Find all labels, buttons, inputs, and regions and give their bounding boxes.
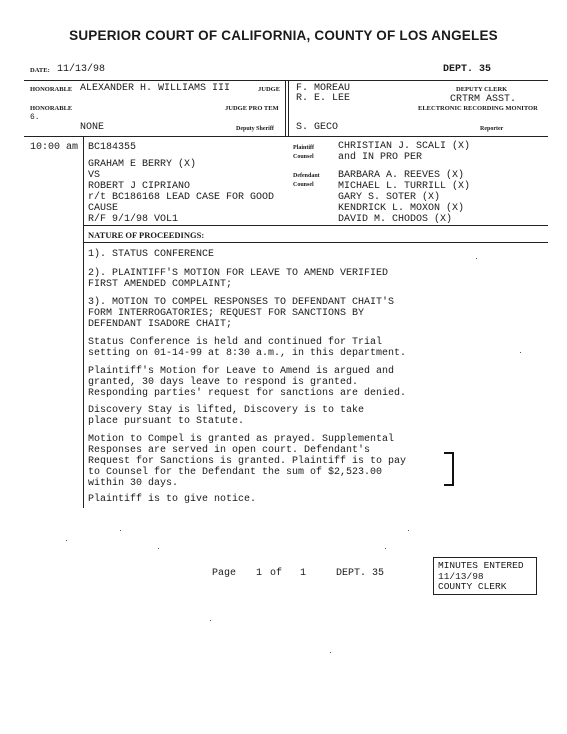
proceedings-line: Responses are served in open court. Defendant's — [88, 445, 371, 456]
proceedings-item — [88, 337, 406, 359]
defendant-label-text: Defendant — [293, 173, 320, 179]
counsel-label-text: Counsel — [293, 182, 314, 188]
clerk-2-role: CRTRM ASST. — [450, 94, 517, 105]
proceedings-line: place pursuant to Statute. — [88, 416, 245, 427]
proceedings-heading-rule — [83, 242, 548, 243]
officials-divider-2 — [288, 80, 289, 136]
proceedings-item — [88, 405, 364, 427]
judge-pro-tem-label: JUDGE PRO TEM — [225, 105, 279, 112]
proceedings-item — [88, 366, 406, 399]
proceedings-line: granted, 30 days leave to respond is granted. — [88, 377, 359, 388]
number-mark: 6. — [30, 113, 40, 122]
stamp-line-3: COUNTY CLERK — [438, 581, 507, 592]
reporter-value: S. GECO — [296, 122, 339, 133]
proceedings-line: 1). STATUS CONFERENCE — [88, 249, 215, 260]
header-divider — [24, 80, 548, 81]
defendant-counsel-line: KENDRICK L. MOXON (X) — [338, 203, 465, 214]
clerk-1: F. MOREAU — [296, 83, 351, 94]
proceedings-line: Plaintiff is to give notice. — [88, 494, 257, 505]
footer-dept: DEPT. 35 — [336, 568, 385, 579]
scan-speck — [476, 258, 477, 259]
caption-line: ROBERT J CIPRIANO — [88, 181, 191, 192]
caption-line: GRAHAM E BERRY (X) — [88, 159, 197, 170]
proceedings-line: setting on 01-14-99 at 8:30 a.m., in this department. — [88, 348, 407, 359]
left-margin-rule — [83, 136, 84, 508]
caption-line: R/F 9/1/98 VOL1 — [88, 214, 179, 225]
proceedings-item — [88, 297, 394, 330]
reporter-label: Reporter — [480, 126, 504, 132]
honorable-label-1: HONORABLE — [30, 86, 73, 93]
proceedings-line: FORM INTERROGATORIES; REQUEST FOR SANCTIONS BY — [88, 308, 365, 319]
court-title: SUPERIOR COURT OF CALIFORNIA, COUNTY OF LOS ANGELES — [69, 28, 498, 43]
officials-divider — [285, 80, 286, 136]
page-label: Page — [212, 568, 237, 579]
scan-speck — [520, 352, 521, 353]
proceedings-line: Motion to Compel is granted as prayed. Supplemental — [88, 434, 395, 445]
proceedings-line: Responding parties' request for sanctions are denied. — [88, 388, 407, 399]
plaintiff-counsel-line: and IN PRO PER — [338, 152, 423, 163]
deputy-clerk-label: DEPUTY CLERK — [456, 86, 508, 93]
proceedings-line: FIRST AMENDED COMPLAINT; — [88, 279, 233, 290]
proceedings-line: within 30 days. — [88, 478, 179, 489]
counsel-label-text: Counsel — [293, 154, 314, 160]
plaintiff-counsel-label — [293, 144, 314, 162]
caption-line: r/t BC186168 LEAD CASE FOR GOOD — [88, 192, 275, 203]
date-value: 11/13/98 — [57, 64, 106, 75]
scan-speck — [210, 620, 211, 621]
proceedings-line: Request for Sanctions is granted. Plaintiff is to pay — [88, 456, 407, 467]
proceedings-line: DEFENDANT ISADORE CHAIT; — [88, 319, 233, 330]
defendant-counsel-line: MICHAEL L. TURRILL (X) — [338, 181, 471, 192]
plaintiff-counsel — [338, 141, 470, 163]
dept-value: DEPT. 35 — [443, 64, 492, 75]
judge-label: JUDGE — [258, 86, 281, 93]
scan-speck — [120, 530, 121, 531]
proceedings-line: Discovery Stay is lifted, Discovery is to take — [88, 405, 365, 416]
proceedings-line: Plaintiff's Motion for Leave to Amend is argued and — [88, 366, 395, 377]
judge-name: ALEXANDER H. WILLIAMS III — [80, 83, 231, 94]
defendant-counsel-label — [293, 172, 320, 190]
plaintiff-counsel-line: CHRISTIAN J. SCALI (X) — [338, 141, 471, 152]
case-divider — [83, 225, 548, 226]
page-of-label: of — [270, 568, 283, 579]
proceedings-line: Status Conference is held and continued for Trial — [88, 337, 383, 348]
defendant-counsel-line: BARBARA A. REEVES (X) — [338, 170, 465, 181]
defendant-counsel-line: DAVID M. CHODOS (X) — [338, 214, 453, 225]
caption-line: VS — [88, 170, 101, 181]
case-number: BC184355 — [88, 142, 137, 153]
page-total: 1 — [300, 568, 307, 579]
clerk-2: R. E. LEE — [296, 93, 351, 104]
recording-monitor-label: ELECTRONIC RECORDING MONITOR — [418, 105, 538, 112]
stamp-line-1: MINUTES ENTERED — [438, 560, 524, 571]
scan-speck — [408, 530, 409, 531]
proceedings-line: to Counsel for the Defendant the sum of $2,523.00 — [88, 467, 383, 478]
defendant-counsel — [338, 170, 470, 225]
proceedings-line: 2). PLAINTIFF'S MOTION FOR LEAVE TO AMEND VERIFIED — [88, 268, 389, 279]
margin-bracket-mark — [444, 452, 454, 486]
proceedings-item — [88, 494, 256, 505]
case-caption — [88, 159, 274, 225]
scan-speck — [385, 548, 386, 549]
scan-speck — [158, 548, 159, 549]
scan-speck — [66, 540, 67, 541]
scan-speck — [330, 652, 331, 653]
caption-line: CAUSE — [88, 203, 119, 214]
proceedings-item — [88, 268, 388, 290]
hearing-time: 10:00 am — [30, 142, 79, 153]
sheriff-value: NONE — [80, 122, 105, 133]
defendant-counsel-line: GARY S. SOTER (X) — [338, 192, 441, 203]
plaintiff-label-text: Plaintiff — [293, 145, 314, 151]
date-label: DATE: — [30, 67, 50, 74]
proceedings-item — [88, 434, 406, 489]
sheriff-label: Deputy Sheriff — [236, 126, 274, 132]
minutes-entered-stamp — [433, 557, 537, 595]
proceedings-heading: NATURE OF PROCEEDINGS: — [88, 230, 205, 240]
honorable-label-2: HONORABLE — [30, 105, 73, 112]
stamp-line-2: 11/13/98 — [438, 571, 484, 582]
page-number: 1 — [256, 568, 263, 579]
officials-divider-bottom — [24, 136, 548, 137]
proceedings-item — [88, 249, 214, 260]
proceedings-line: 3). MOTION TO COMPEL RESPONSES TO DEFENDANT CHAIT'S — [88, 297, 395, 308]
